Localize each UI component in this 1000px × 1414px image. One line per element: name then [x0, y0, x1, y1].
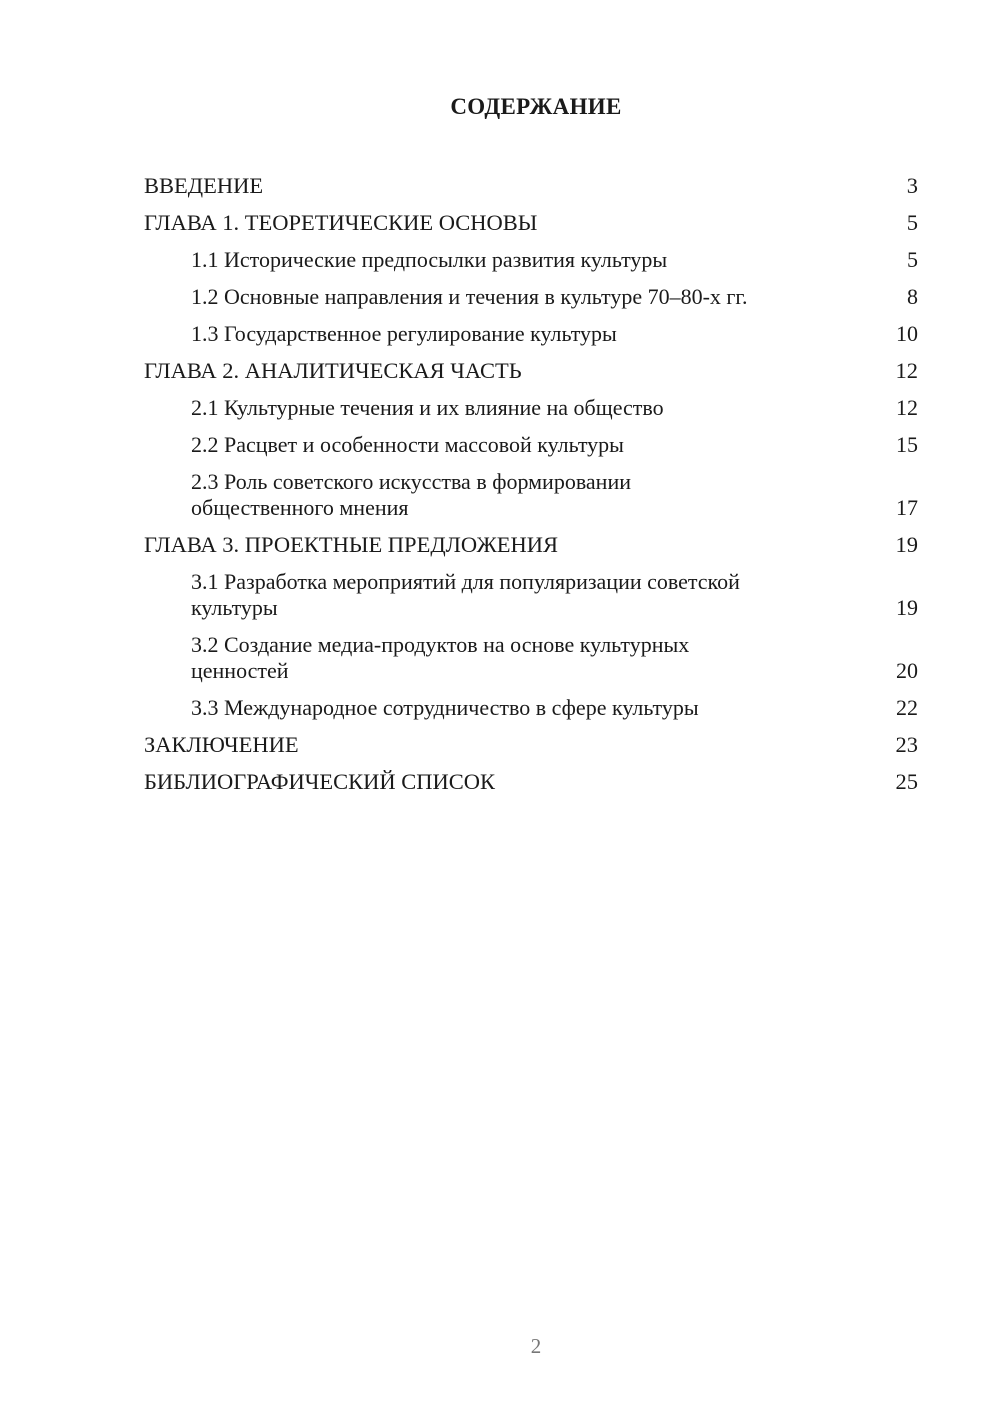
- page-title: СОДЕРЖАНИЕ: [450, 94, 622, 119]
- toc-entry-title: 2.3 Роль советского искусства в формировании общественного мнения: [191, 469, 631, 520]
- toc-entry-page: 22: [896, 695, 918, 720]
- toc-entry-chapter-3[interactable]: [144, 527, 918, 564]
- toc-entry-chapter-1[interactable]: [144, 205, 918, 242]
- toc-entry-title: 1.3 Государственное регулирование культуры: [191, 321, 617, 346]
- toc-entry-page: 12: [896, 395, 918, 420]
- toc-entry-title: 3.2 Создание медиа-продуктов на основе культурных ценностей: [191, 632, 690, 683]
- toc-entry-title: БИБЛИОГРАФИЧЕСКИЙ СПИСОК: [144, 769, 496, 794]
- toc-entry-page: 10: [896, 321, 918, 346]
- toc-entry-section-1-2[interactable]: [144, 279, 918, 316]
- toc-entry-page: 3: [906, 173, 918, 198]
- table-of-contents: [144, 168, 918, 801]
- toc-entry-title: 3.1 Разработка мероприятий для популяризации советской культуры: [191, 569, 740, 620]
- toc-entry-page: 8: [907, 284, 918, 309]
- toc-entry-section-3-3[interactable]: [144, 690, 918, 727]
- toc-entry-title: ГЛАВА 2. АНАЛИТИЧЕСКАЯ ЧАСТЬ: [144, 358, 522, 383]
- toc-entry-page: 19: [895, 532, 918, 557]
- toc-entry-section-2-1[interactable]: [144, 390, 918, 427]
- toc-entry-section-3-2[interactable]: [144, 627, 918, 690]
- toc-entry-page: 5: [906, 210, 918, 235]
- toc-entry-page: 12: [895, 358, 918, 383]
- toc-entry-section-1-1[interactable]: [144, 242, 918, 279]
- toc-entry-page: 5: [907, 247, 918, 272]
- toc-entry-page: 17: [896, 495, 918, 520]
- toc-entry-title: 3.3 Международное сотрудничество в сфере культуры: [191, 695, 699, 720]
- toc-entry-bibliography[interactable]: [144, 764, 918, 801]
- toc-entry-title: ЗАКЛЮЧЕНИЕ: [144, 732, 299, 757]
- toc-entry-introduction[interactable]: [144, 168, 918, 205]
- toc-entry-title: ГЛАВА 3. ПРОЕКТНЫЕ ПРЕДЛОЖЕНИЯ: [144, 532, 559, 557]
- toc-entry-title: 1.2 Основные направления и течения в культуре 70–80-х гг.: [191, 284, 748, 309]
- page-number: 2: [530, 1334, 542, 1358]
- toc-entry-title: 2.2 Расцвет и особенности массовой культуры: [191, 432, 624, 457]
- toc-entry-title: ГЛАВА 1. ТЕОРЕТИЧЕСКИЕ ОСНОВЫ: [144, 210, 538, 235]
- toc-entry-page: 23: [895, 732, 918, 757]
- toc-entry-section-2-3[interactable]: [144, 464, 918, 527]
- toc-entry-chapter-2[interactable]: [144, 353, 918, 390]
- toc-entry-title: ВВЕДЕНИЕ: [144, 173, 264, 198]
- toc-entry-page: 20: [896, 658, 918, 683]
- toc-entry-title: 1.1 Исторические предпосылки развития культуры: [191, 247, 668, 272]
- toc-entry-section-2-2[interactable]: [144, 427, 918, 464]
- toc-entry-section-3-1[interactable]: [144, 564, 918, 627]
- toc-entry-title: 2.1 Культурные течения и их влияние на общество: [191, 395, 664, 420]
- toc-entry-section-1-3[interactable]: [144, 316, 918, 353]
- toc-entry-page: 19: [896, 595, 918, 620]
- toc-entry-page: 15: [896, 432, 918, 457]
- toc-entry-conclusion[interactable]: [144, 727, 918, 764]
- toc-entry-page: 25: [895, 769, 918, 794]
